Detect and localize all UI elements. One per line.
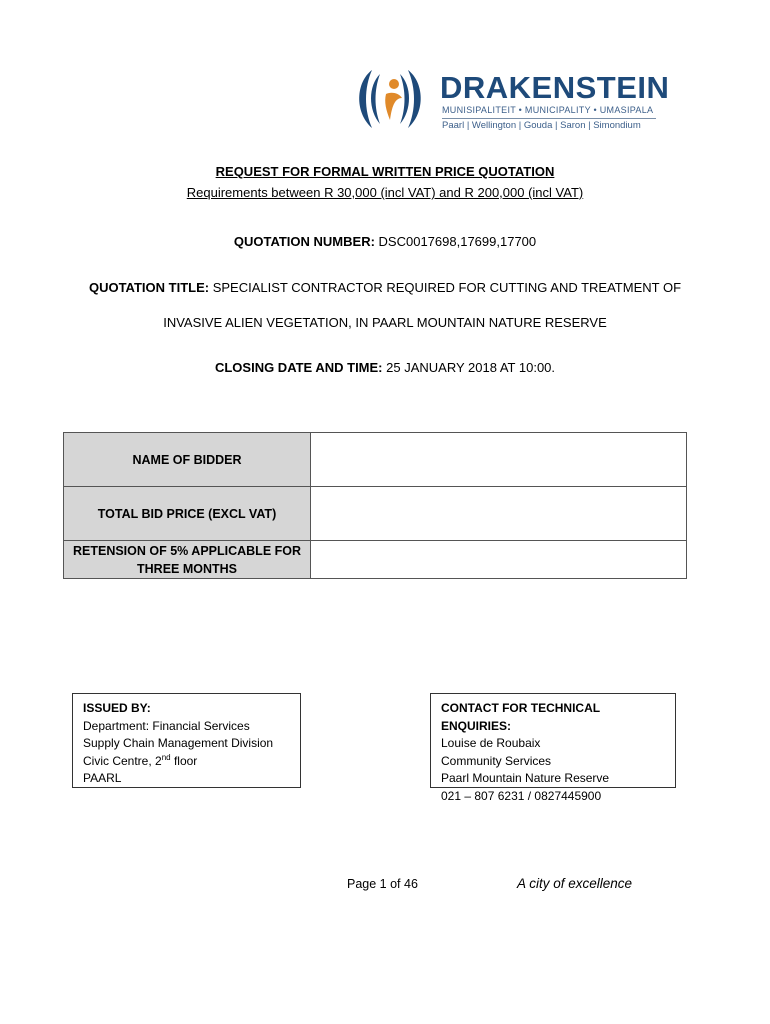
page-number: Page 1 of 46 — [347, 877, 418, 891]
closing-date-value: 25 JANUARY 2018 AT 10:00. — [386, 360, 556, 375]
total-bid-price-field[interactable] — [311, 487, 687, 541]
logo-name: DRAKENSTEIN — [440, 70, 670, 105]
quotation-number — [0, 234, 770, 249]
contact-phone: 021 – 807 6231 / 0827445900 — [441, 788, 602, 803]
issued-by-location-prefix: Civic Centre, 2 — [83, 753, 162, 768]
table-row — [64, 433, 687, 487]
quotation-title-label: QUOTATION TITLE: — [88, 280, 210, 295]
retension-label — [64, 541, 311, 579]
issued-by-city: PAARL — [83, 771, 122, 785]
closing-date — [0, 360, 770, 375]
issued-by-heading: ISSUED BY: — [83, 701, 151, 715]
quotation-title — [0, 280, 770, 295]
issued-by-location-sup: nd — [161, 752, 171, 762]
contact-heading: CONTACT FOR TECHNICAL ENQUIRIES: — [441, 701, 600, 733]
issued-by-box — [72, 693, 301, 788]
requirements-line: Requirements between R 30,000 (incl VAT) and R 200,000 (incl VAT) — [186, 185, 584, 200]
bidder-details-table — [63, 432, 687, 579]
drakenstein-emblem-icon — [350, 64, 430, 134]
quotation-number-label: QUOTATION NUMBER: — [233, 234, 375, 249]
retension-field[interactable] — [311, 541, 687, 579]
quotation-title-line1: SPECIALIST CONTRACTOR REQUIRED FOR CUTTING AND TREATMENT OF — [212, 280, 682, 295]
municipality-logo — [350, 62, 670, 134]
name-of-bidder-field[interactable] — [311, 433, 687, 487]
retension-label-line1: RETENSION OF 5% APPLICABLE FOR — [72, 543, 302, 558]
closing-date-label: CLOSING DATE AND TIME: — [214, 360, 383, 375]
logo-towns: Paarl | Wellington | Gouda | Saron | Simondium — [442, 120, 641, 131]
technical-contact-box — [430, 693, 676, 803]
issued-by-location — [83, 753, 290, 771]
issued-by-division: Supply Chain Management Division — [83, 736, 274, 750]
document-title-text: REQUEST FOR FORMAL WRITTEN PRICE QUOTATION — [215, 164, 555, 179]
total-bid-price-label: TOTAL BID PRICE (EXCL VAT) — [64, 487, 311, 541]
table-row — [64, 487, 687, 541]
table-row — [64, 541, 687, 579]
contact-name: Louise de Roubaix — [441, 736, 541, 750]
logo-subtitle: MUNISIPALITEIT • MUNICIPALITY • UMASIPALA — [442, 105, 654, 115]
quotation-number-value: DSC0017698,17699,17700 — [378, 234, 537, 249]
contact-department: Community Services — [441, 753, 552, 768]
name-of-bidder-label: NAME OF BIDDER — [64, 433, 311, 487]
issued-by-location-suffix: floor — [170, 753, 198, 768]
quotation-title-line2: INVASIVE ALIEN VEGETATION, IN PAARL MOUNTAIN NATURE RESERVE — [163, 315, 607, 330]
logo-divider — [442, 118, 656, 119]
contact-location: Paarl Mountain Nature Reserve — [441, 771, 610, 785]
document-title — [0, 164, 770, 179]
issued-by-department: Department: Financial Services — [83, 718, 250, 733]
footer-motto: A city of excellence — [517, 876, 633, 891]
retension-label-line2: THREE MONTHS — [137, 561, 237, 576]
